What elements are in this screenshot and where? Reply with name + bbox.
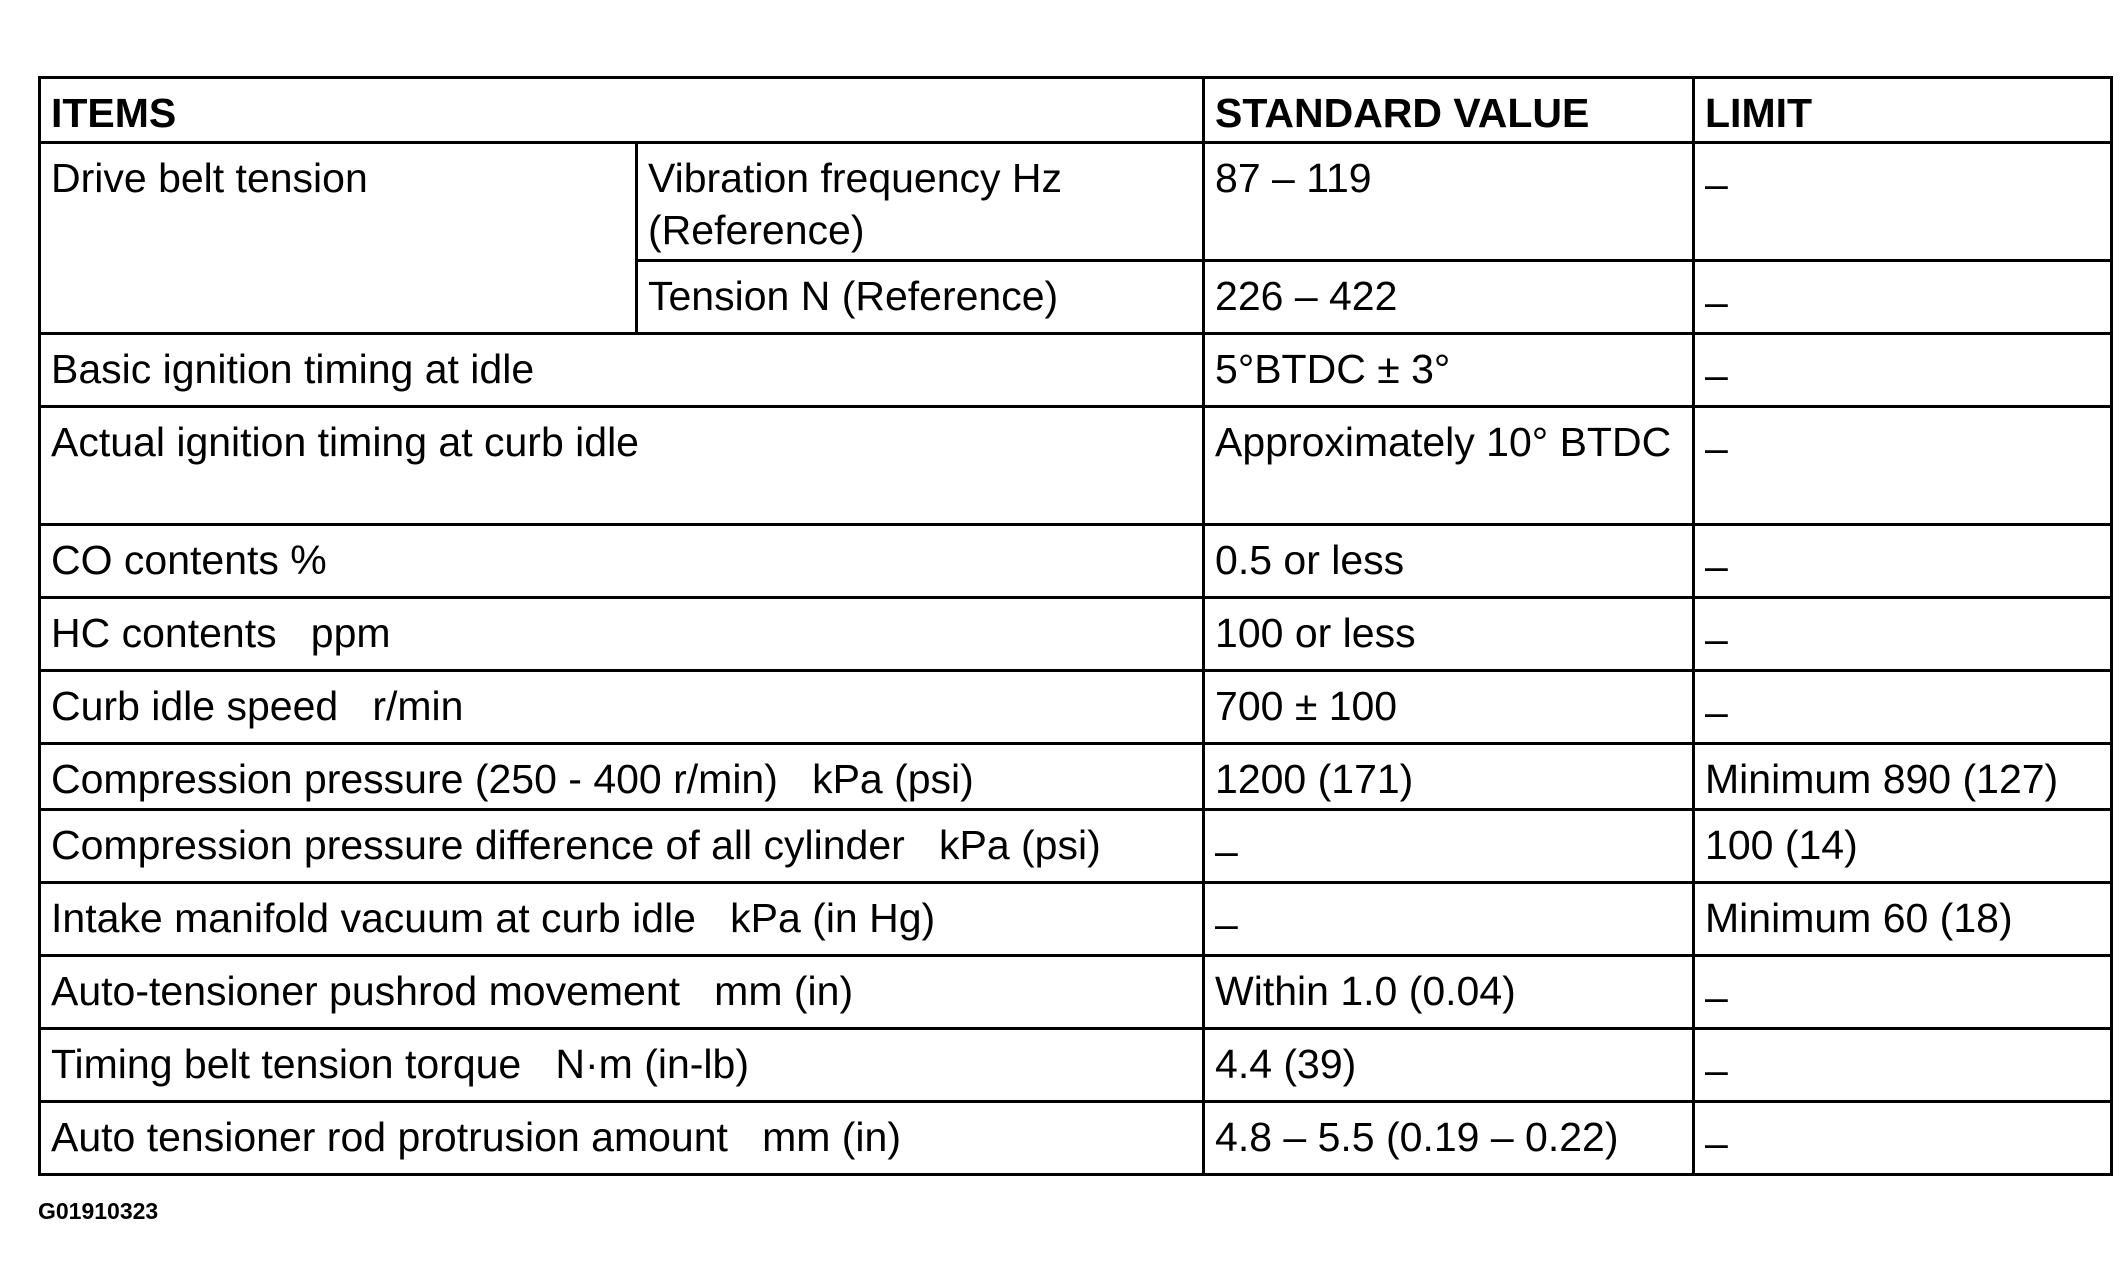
table-header-row (40, 78, 2112, 143)
limit-cell (1694, 956, 2112, 1029)
limit-cell (1694, 525, 2112, 598)
limit-cell (1694, 598, 2112, 671)
item-cell: HC contents ppm (40, 598, 1204, 671)
standard-value-cell (1204, 883, 1694, 956)
standard-value-cell: 226 – 422 (1204, 261, 1694, 334)
limit-value: – (1705, 543, 1728, 589)
table-row (40, 334, 2112, 407)
limit-cell: Minimum 890 (127) (1694, 744, 2112, 810)
limit-value: – (1705, 1120, 1728, 1166)
standard-value-cell: 4.4 (39) (1204, 1029, 1694, 1102)
limit-cell (1694, 1102, 2112, 1175)
limit-cell (1694, 671, 2112, 744)
limit-cell (1694, 334, 2112, 407)
table-row (40, 407, 2112, 525)
sub-item-cell: Vibration frequency Hz (Reference) (637, 143, 1204, 261)
standard-value-cell: 700 ± 100 (1204, 671, 1694, 744)
standard-value-cell: 1200 (171) (1204, 744, 1694, 810)
table-row (40, 1029, 2112, 1102)
limit-cell (1694, 1029, 2112, 1102)
limit-value: – (1705, 616, 1728, 662)
standard-value-cell: 0.5 or less (1204, 525, 1694, 598)
limit-value: – (1705, 279, 1728, 325)
item-cell: Drive belt tension (40, 143, 637, 334)
item-cell: CO contents % (40, 525, 1204, 598)
specification-table (38, 76, 2113, 1176)
limit-cell (1694, 143, 2112, 261)
limit-value: – (1705, 1047, 1728, 1093)
table-row (40, 143, 2112, 261)
standard-value: – (1215, 901, 1238, 947)
limit-value: – (1705, 161, 1728, 207)
standard-value-cell: Within 1.0 (0.04) (1204, 956, 1694, 1029)
header-items: ITEMS (40, 78, 1204, 143)
table-row (40, 810, 2112, 883)
item-cell: Compression pressure (250 - 400 r/min) kPa (psi) (40, 744, 1204, 810)
limit-cell: 100 (14) (1694, 810, 2112, 883)
standard-value-cell: 100 or less (1204, 598, 1694, 671)
item-cell: Auto-tensioner pushrod movement mm (in) (40, 956, 1204, 1029)
table-row (40, 525, 2112, 598)
limit-cell: Minimum 60 (18) (1694, 883, 2112, 956)
header-standard-value: STANDARD VALUE (1204, 78, 1694, 143)
table-row (40, 1102, 2112, 1175)
standard-value-cell: 4.8 – 5.5 (0.19 – 0.22) (1204, 1102, 1694, 1175)
limit-value: – (1705, 689, 1728, 735)
item-cell: Intake manifold vacuum at curb idle kPa (in Hg) (40, 883, 1204, 956)
item-cell: Timing belt tension torque N·m (in-lb) (40, 1029, 1204, 1102)
sub-item-cell: Tension N (Reference) (637, 261, 1204, 334)
item-cell: Auto tensioner rod protrusion amount mm (in) (40, 1102, 1204, 1175)
figure-code: G01910323 (38, 1198, 159, 1224)
limit-value: – (1705, 974, 1728, 1020)
standard-value-cell (1204, 810, 1694, 883)
limit-cell (1694, 261, 2112, 334)
limit-cell (1694, 407, 2112, 525)
item-cell: Curb idle speed r/min (40, 671, 1204, 744)
standard-value-cell: 5°BTDC ± 3° (1204, 334, 1694, 407)
table-row (40, 671, 2112, 744)
table-row (40, 956, 2112, 1029)
item-cell: Basic ignition timing at idle (40, 334, 1204, 407)
standard-value-cell: 87 – 119 (1204, 143, 1694, 261)
limit-value: – (1705, 425, 1728, 471)
limit-value: – (1705, 352, 1728, 398)
item-cell: Actual ignition timing at curb idle (40, 407, 1204, 525)
standard-value-cell: Approximately 10° BTDC (1204, 407, 1694, 525)
item-cell: Compression pressure difference of all cylinder kPa (psi) (40, 810, 1204, 883)
table-row (40, 744, 2112, 810)
standard-value: – (1215, 828, 1238, 874)
header-limit: LIMIT (1694, 78, 2112, 143)
table-row (40, 598, 2112, 671)
table-row (40, 883, 2112, 956)
